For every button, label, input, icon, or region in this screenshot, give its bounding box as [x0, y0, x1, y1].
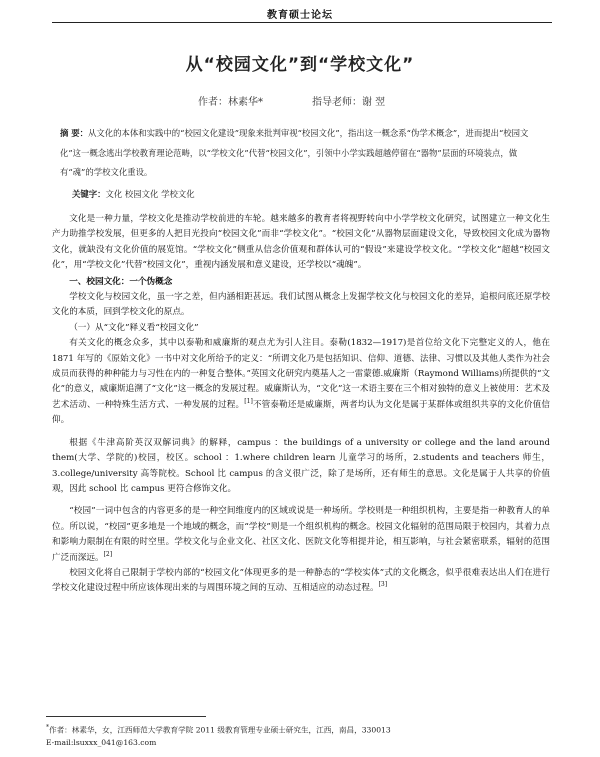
running-head: 教育硕士论坛	[267, 10, 333, 21]
citation-2: [2]	[103, 550, 113, 558]
body-text	[52, 212, 550, 597]
footnote-rule	[46, 716, 206, 717]
keywords-text: 文化 校园文化 学校文化	[105, 189, 195, 199]
abstract-text: 从文化的本体和实践中的“校园文化建设”现象来批判审视“校园文化”，指出这一概念系“伪学术概念”，进而提出“校园文化”这一概念逃出学校教育理论范畴，以“学校文化”代替“校园文化”，引领中小学实践超越停留在“器物”层面的环境装点，做有“魂”的学校文化重设。	[60, 128, 529, 177]
subsection-heading-1: （一）从“文化”释义看“校园文化”	[69, 322, 199, 333]
footnote-line-1: 作者：林素华，女，江西师范大学教育学院 2011 级教育管理专业硕士研究生，江西，南昌，330013	[49, 725, 391, 735]
tylor-williams-paragraph	[52, 336, 550, 428]
xiaoyuan-text: “校园”一词中包含的内容更多的是一种空间维度内的区域或说是一种场所。学校则是一种组织机构，主要是指一种教育人的单位。所以说，“校园”更多地是一个地域的概念，而“学校”则是一个组织机构的概念。校园文化辐射的范围局限于校园内，其着力点和影响力限制在有限的时空里。学校文化与企业文化、社区文化、医院文化等相提并论，相互影响，与社会紧密联系，辐射的范围广泛而深远。	[52, 506, 550, 563]
tylor-text: 有关文化的概念众多，其中以泰勒和威廉斯的观点尤为引人注目。泰勒(1832—1917)是首位给文化下完整定义的人，他在 1871 年写的《原始文化》一书中对文化所给予的定义：“所谓文化乃是包括知识、信仰、道德、法律、习惯以及其他人类作为社会成员而获得的种种能力与习性在内的一种复合整体。”英国文化研究内奠基人之一雷蒙德.威廉斯（Raymond Williams)所提供的“文化”的意义，威廉斯追溯了“文化”这一概念的发展过程。威廉斯认为，“文化”这一术语主要在三个相对独特的意义上被使用：艺术及艺术活动、一种特殊生活方式、一种发展的过程。	[52, 338, 550, 410]
footnote-email: E-mail:lsuxxx_041@163.com	[46, 737, 157, 747]
footnote	[46, 722, 556, 749]
static-concept-paragraph	[52, 566, 550, 597]
keywords	[72, 188, 195, 200]
tylor-tail-text: 不管泰勒还是威廉斯，两者均认为文化是属于某群体或组织共享的文化价值信仰。	[52, 399, 550, 426]
abstract	[60, 124, 542, 183]
abstract-label: 摘 要：	[60, 128, 89, 138]
section1-paragraph: 学校文化与校园文化，虽一字之差，但内涵相距甚远。我们试图从概念上发掘学校文化与校园文化的差异，追根问底还原学校文化的本质，回到学校文化的原点。	[52, 292, 550, 318]
citation-3: [3]	[378, 581, 388, 589]
footnote-author	[46, 722, 556, 737]
citation-1: [1]	[244, 398, 253, 406]
author-line: 作者：林素华*	[198, 97, 263, 108]
static-text: 校园文化将自己限制于学校内部的“校园文化”体现更多的是一种静态的“学校实体”式的文化概念，似乎很难表达出人们在进行学校文化建设过程中所应该体现出来的与周围环境之间的互动、互相适应的动态过程。	[52, 567, 550, 594]
header-rule	[52, 22, 552, 23]
section-heading-1: 一、校园文化：一个伪概念	[69, 276, 173, 287]
xiaoyuan-paragraph	[52, 504, 550, 566]
advisor-line: 指导老师：谢 翌	[312, 97, 386, 108]
footnote-mark: *	[46, 724, 49, 731]
keywords-label: 关键字：	[72, 189, 106, 199]
intro-paragraph: 文化是一种力量，学校文化是推动学校前进的车轮。越来越多的教育者将视野转向中小学学校文化研究，试图建立一种文化生产力助推学校发展，但更多的人把目光投向“校园文化”而非“学校文化”。“校园文化”从器物层面建设文化，导致校园文化成为器物文化，就缺没有文化价值的展览馆。“学校文化”侧重从信念价值观和群体认可的“假设”来建设学校文化。“学校文化”超越“校园文化”，用“学校文化”代替“校园文化”，重视内涵发展和意义建设，还学校以“魂魄”。	[52, 214, 550, 271]
paper-title: 从“校园文化”到“学校文化”	[185, 55, 415, 75]
campus-definition-paragraph: 根据《牛津高阶英汉双解词典》的解释，campus ：the buildings of a university or college and the land around them(大学、学院的)校园，校区。school ：1.where children learn 儿童学习的场所，2.students and teachers 师生，3.college/university 高等院校。School 比 campus 的含义很广泛，除了是场所，还有师生的意思。文化是属于人共享的价值观，因此 school 比 campus 更符合修饰文化。	[52, 437, 550, 494]
